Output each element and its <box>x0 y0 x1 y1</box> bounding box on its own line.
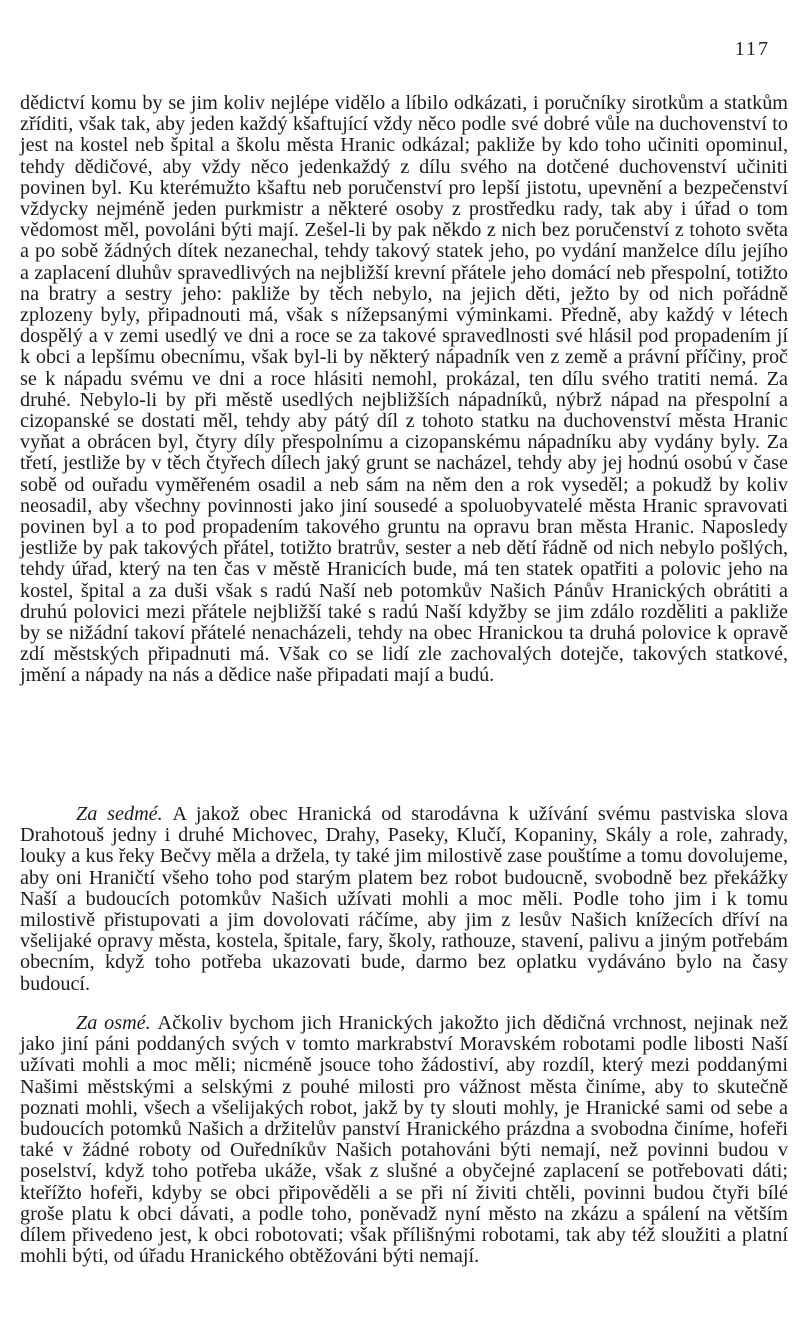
paragraph-seventh <box>20 804 788 995</box>
paragraph-text: Ačkoliv bychom jich Hranických jakožto jich dědičná vrchnost, nejinak než jako jiní páni poddaných svých v tomto markrabství Moravském robotami podle libosti Naší užívati mohli a moc měli; nicméně jsouce toho žádostiví, aby rozdíl, který mezi poddanými Našimi městskými a selskými z pouhé milosti pro vážnost města činíme, aby to skutečně poznati mohli, všech a všelijakých robot, jakž by ty slouti mohly, je Hranické sami od sebe a budoucích potomků Našich a držitelův panství Hranického prázdna a svobodna činíme, hofeři také v žádné roboty od Ouředníkův Našich potahováni býti nemají, než povinni budou v poselství, když toho potřeba ukáže, však z slušné a obyčejné zaplacení se potřebovati dáti; kteřížto hofeři, kdyby se obci připověděli a se při ní živiti chtěli, povinni budou čtyři bílé groše platu k obci dávati, a podle toho, poněvadž nyní město na zkázu a spálení na větším dílem přivedeno jest, k obci robotovati; však přílišnými robotami, tak aby též sloužiti a platní mohli býti, od úřadu Hranického obtěžováni býti nemají. <box>20 1012 788 1268</box>
section-heading-seventh: Za sedmé. <box>76 803 173 825</box>
paragraph-text: A jakož obec Hranická od starodávna k užívání svému pastviska slova Drahotouš jedny i druhé Michovec, Drahy, Paseky, Klučí, Kopaniny, Skály a role, zahrady, louky a kus řeky Bečvy měla a držela, ty také jim milostivě zase pouštíme a tomu dovolujeme, aby oni Hraničtí všeho toho pod starým platem bez robot budoucně, svobodně bez překážky Naší a budoucích potomkův Našich užívati mohli a moc měli. Podle toho jim i k tomu milostivě přistupovati a jim dovolovati ráčíme, aby jim z lesův Našich knížecích dříví na všelijaké opravy města, kostela, špitale, fary, školy, rathouze, stavení, palivu a jiným potřebám obecním, když toho potřeba ukazovati bude, darmo bez oplatku vydáváno bylo na časy budoucí. <box>20 803 788 995</box>
paragraph-inheritance <box>20 93 788 687</box>
paragraph-text: dědictví komu by se jim koliv nejlépe vidělo a líbilo odkázati, i poručníky sirotkům a statkům zříditi, však tak, aby jeden každý kšaftující vždy něco podle své dobré vůle na duchovenství to jest na kostel neb špital a školu města Hranic odkázal; pakliže by kdo toho učiniti opominul, tehdy dědičové, aby vždy něco jedenkaždý z dílu svého na dotčené duchovenství učiniti povinen byl. Ku kterémužto kšaftu neb poručenství pro lepší jistotu, upevnění a bezpečenství vždycky nejméně jeden purkmistr a některé osoby z prostředku rady, tak aby i úřad o tom vědomost měl, povoláni býti mají. Zešel-li by pak někdo z nich bez poručenství z tohoto světa a po sobě žádných dítek nezanechal, tehdy takový statek jeho, po vydání manželce dílu jejího a zaplacení dluhův spravedlivých na nejbližší krevní přátele jeho domácí neb přespolní, totižto na bratry a sestry jeho: pakliže by těch nebylo, na jejich děti, ježto by od nich pořádně zplozeny byly, připadnouti má, však s nížepsanými výminkami. Předně, aby každý v létech dospělý a v zemi usedlý ve dni a roce se za takové spravedlnosti své hlásil pod propadením jí k obci a lepšímu obecnímu, však byl-li by některý nápadník ven z země a právní příčiny, proč se k nápadu svému ve dni a roce hlásiti nemohl, prokázal, ten dílu svého tratiti nemá. Za druhé. Nebylo-li by při městě usedlých nejbližších nápadníků, nýbrž nápad na přespolní a cizopanské se dostati měl, tehdy aby pátý díl z tohoto statku na duchovenství města Hranic vyňat a obrácen byl, čtyry díly přespolnímu a cizopanskému nápadníku aby vydány byly. Za třetí, jestliže by v těch čtyřech dílech jaký grunt se nacházel, tehdy aby jej hodnú osobú v čase sobě od ouřadu vyměřeném osadil a neb sám na něm den a rok vyseděl; a pokudž by koliv neosadil, aby všechny povinnosti jako jiní sousedé a spoluobyvatelé města Hranic spravovati povinen byl a to pod propadením takového gruntu na opravu bran města Hranic. Naposledy jestliže by pak takových přátel, totižto bratrův, sester a neb dětí řádně od nich nebylo pošlých, tehdy úřad, který na ten čas v městě Hranicích bude, má ten statek opatřiti a polovic jeho na kostel, špital a za duši však s radú Naší neb potomkův Našich Pánův Hranických obrátiti a druhú polovici mezi přátele nejbližší také s radú Naší kdyžby se jim zdálo rozděliti a pakliže by se nižádní takoví přátelé nenacházeli, tehdy na obec Hranickou ta druhá polovice k opravě zdí městských připadnuti má. Však co se lidí zle zachovalých dotejče, takových statkové, jmění a nápady na nás a dědice naše připadati mají a budú. <box>20 92 788 687</box>
section-heading-eighth: Za osmé. <box>76 1012 158 1034</box>
page-number: 117 <box>734 38 770 60</box>
paragraph-eighth <box>20 1013 788 1267</box>
